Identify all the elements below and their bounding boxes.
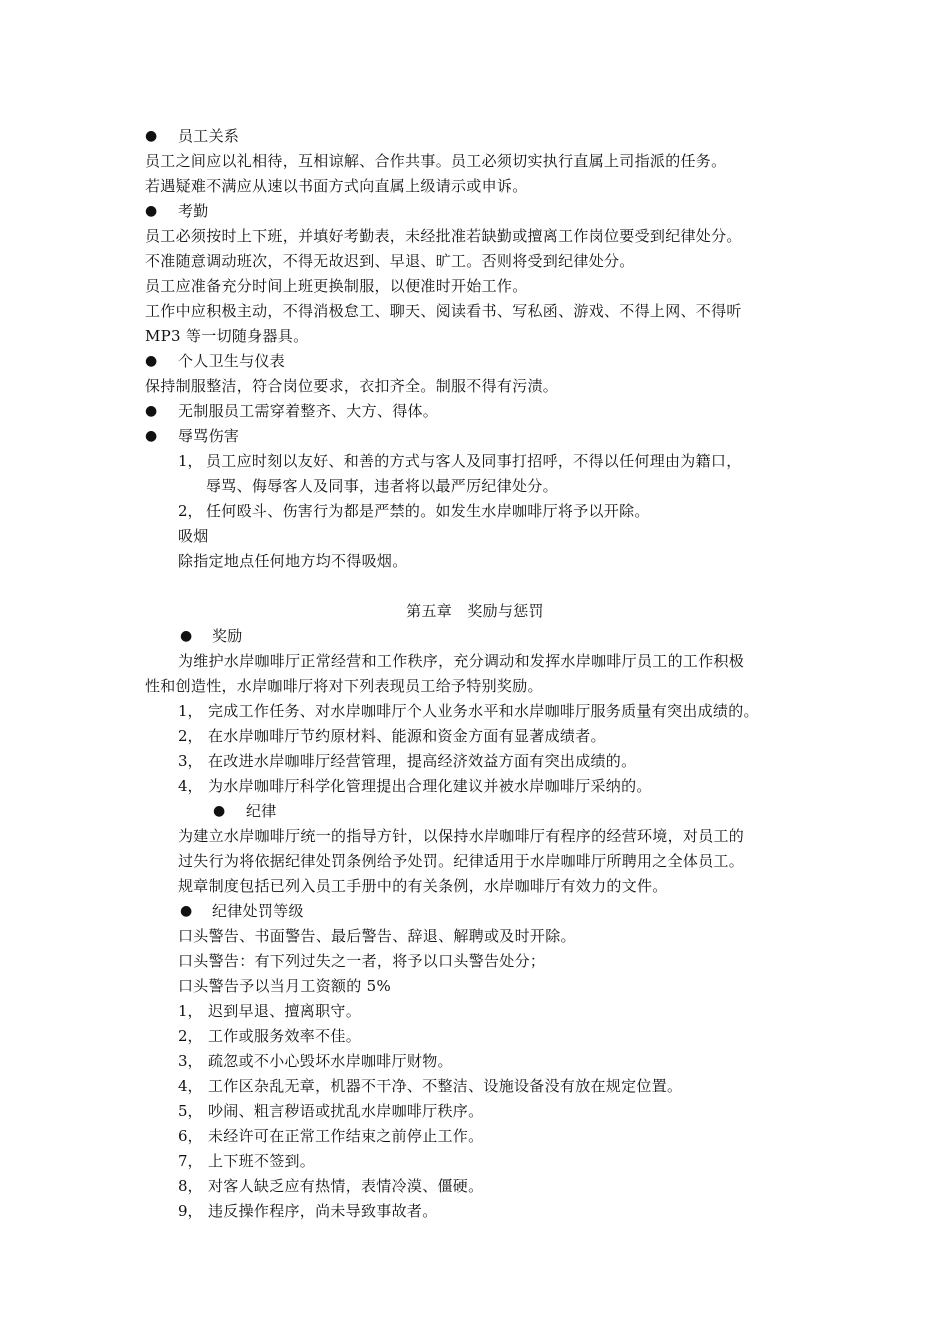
list-number: 3，	[178, 1052, 203, 1070]
paragraph-line: 口头警告、书面警告、最后警告、辞退、解聘或及时开除。	[178, 927, 576, 945]
section-heading-employee-relations: 员工关系	[178, 127, 240, 145]
bullet-icon: ●	[180, 903, 193, 919]
paragraph-line: 员工之间应以礼相待，互相谅解、合作共事。员工必须切实执行直属上司指派的任务。	[145, 152, 727, 170]
paragraph-line: 若遇疑难不满应从速以书面方式向直属上级请示或申诉。	[145, 177, 528, 195]
list-item: 对客人缺乏应有热情，表情冷漠、僵硬。	[208, 1177, 484, 1195]
list-item: 员工应时刻以友好、和善的方式与客人及同事打招呼，不得以任何理由为籍口，	[206, 452, 742, 470]
list-number: 1，	[178, 1002, 203, 1020]
list-number: 1，	[178, 702, 203, 720]
list-item: 为水岸咖啡厅科学化管理提出合理化建议并被水岸咖啡厅采纳的。	[208, 777, 652, 795]
bullet-icon: ●	[145, 128, 158, 144]
list-item: 违反操作程序，尚未导致事故者。	[208, 1202, 438, 1220]
bullet-icon: ●	[145, 403, 158, 419]
section-heading-hygiene: 个人卫生与仪表	[178, 352, 286, 370]
paragraph-line: 口头警告：有下列过失之一者，将予以口头警告处分；	[178, 952, 546, 970]
list-number: 4，	[178, 1077, 203, 1095]
section-heading-reward: 奖励	[212, 627, 243, 645]
bullet-icon: ●	[213, 803, 226, 819]
list-number: 8，	[178, 1177, 203, 1195]
list-item: 迟到早退、擅离职守。	[208, 1002, 362, 1020]
paragraph-line: MP3 等一切随身器具。	[145, 327, 309, 345]
list-item: 未经许可在正常工作结束之前停止工作。	[208, 1127, 484, 1145]
list-item: 疏忽或不小心毁坏水岸咖啡厅财物。	[208, 1052, 453, 1070]
list-item: 辱骂、侮辱客人及同事，违者将以最严厉纪律处分。	[206, 477, 558, 495]
paragraph-line: 工作中应积极主动，不得消极怠工、聊天、阅读看书、写私函、游戏、不得上网、不得听	[145, 302, 742, 320]
section-heading-discipline-levels: 纪律处罚等级	[212, 902, 304, 920]
list-item: 任何殴斗、伤害行为都是严禁的。如发生水岸咖啡厅将予以开除。	[206, 502, 650, 520]
paragraph-line: 无制服员工需穿着整齐、大方、得体。	[178, 402, 439, 420]
chapter-title: 第五章 奖励与惩罚	[406, 602, 544, 620]
bullet-icon: ●	[180, 628, 193, 644]
list-number: 1，	[178, 452, 203, 470]
bullet-icon: ●	[145, 353, 158, 369]
paragraph-line: 口头警告予以当月工资额的 5%	[178, 977, 392, 995]
paragraph-line: 为维护水岸咖啡厅正常经营和工作秩序，充分调动和发挥水岸咖啡厅员工的工作积极	[178, 652, 745, 670]
paragraph-line: 不准随意调动班次，不得无故迟到、早退、旷工。否则将受到纪律处分。	[145, 252, 635, 270]
list-number: 5，	[178, 1102, 203, 1120]
list-item: 吵闹、粗言秽语或扰乱水岸咖啡厅秩序。	[208, 1102, 484, 1120]
list-number: 6，	[178, 1127, 203, 1145]
list-number: 2，	[178, 502, 203, 520]
bullet-icon: ●	[145, 428, 158, 444]
subheading-smoking: 吸烟	[178, 527, 209, 545]
section-heading-discipline: 纪律	[246, 802, 277, 820]
bullet-icon: ●	[145, 203, 158, 219]
list-number: 3，	[178, 752, 203, 770]
list-number: 2，	[178, 727, 203, 745]
paragraph-line: 保持制服整洁，符合岗位要求，衣扣齐全。制服不得有污渍。	[145, 377, 559, 395]
section-heading-attendance: 考勤	[178, 202, 209, 220]
list-item: 工作区杂乱无章，机器不干净、不整洁、设施设备没有放在规定位置。	[208, 1077, 683, 1095]
list-number: 4，	[178, 777, 203, 795]
list-item: 上下班不签到。	[208, 1152, 316, 1170]
paragraph-line: 员工必须按时上下班，并填好考勤表，未经批准若缺勤或擅离工作岗位要受到纪律处分。	[145, 227, 742, 245]
list-item: 在改进水岸咖啡厅经营管理，提高经济效益方面有突出成绩的。	[208, 752, 637, 770]
list-number: 2，	[178, 1027, 203, 1045]
paragraph-line: 为建立水岸咖啡厅统一的指导方针，以保持水岸咖啡厅有程序的经营环境，对员工的	[178, 827, 745, 845]
list-item: 完成工作任务、对水岸咖啡厅个人业务水平和水岸咖啡厅服务质量有突出成绩的。	[208, 702, 759, 720]
paragraph-line: 除指定地点任何地方均不得吸烟。	[178, 552, 408, 570]
paragraph-line: 过失行为将依据纪律处罚条例给予处罚。纪律适用于水岸咖啡厅所聘用之全体员工。	[178, 852, 745, 870]
paragraph-line: 性和创造性，水岸咖啡厅将对下列表现员工给予特别奖励。	[145, 677, 543, 695]
list-number: 7，	[178, 1152, 203, 1170]
list-number: 9，	[178, 1202, 203, 1220]
paragraph-line: 员工应准备充分时间上班更换制服，以便准时开始工作。	[145, 277, 528, 295]
list-item: 在水岸咖啡厅节约原材料、能源和资金方面有显著成绩者。	[208, 727, 606, 745]
section-heading-abuse: 辱骂伤害	[178, 427, 240, 445]
list-item: 工作或服务效率不佳。	[208, 1027, 362, 1045]
paragraph-line: 规章制度包括已列入员工手册中的有关条例，水岸咖啡厅有效力的文件。	[178, 877, 668, 895]
